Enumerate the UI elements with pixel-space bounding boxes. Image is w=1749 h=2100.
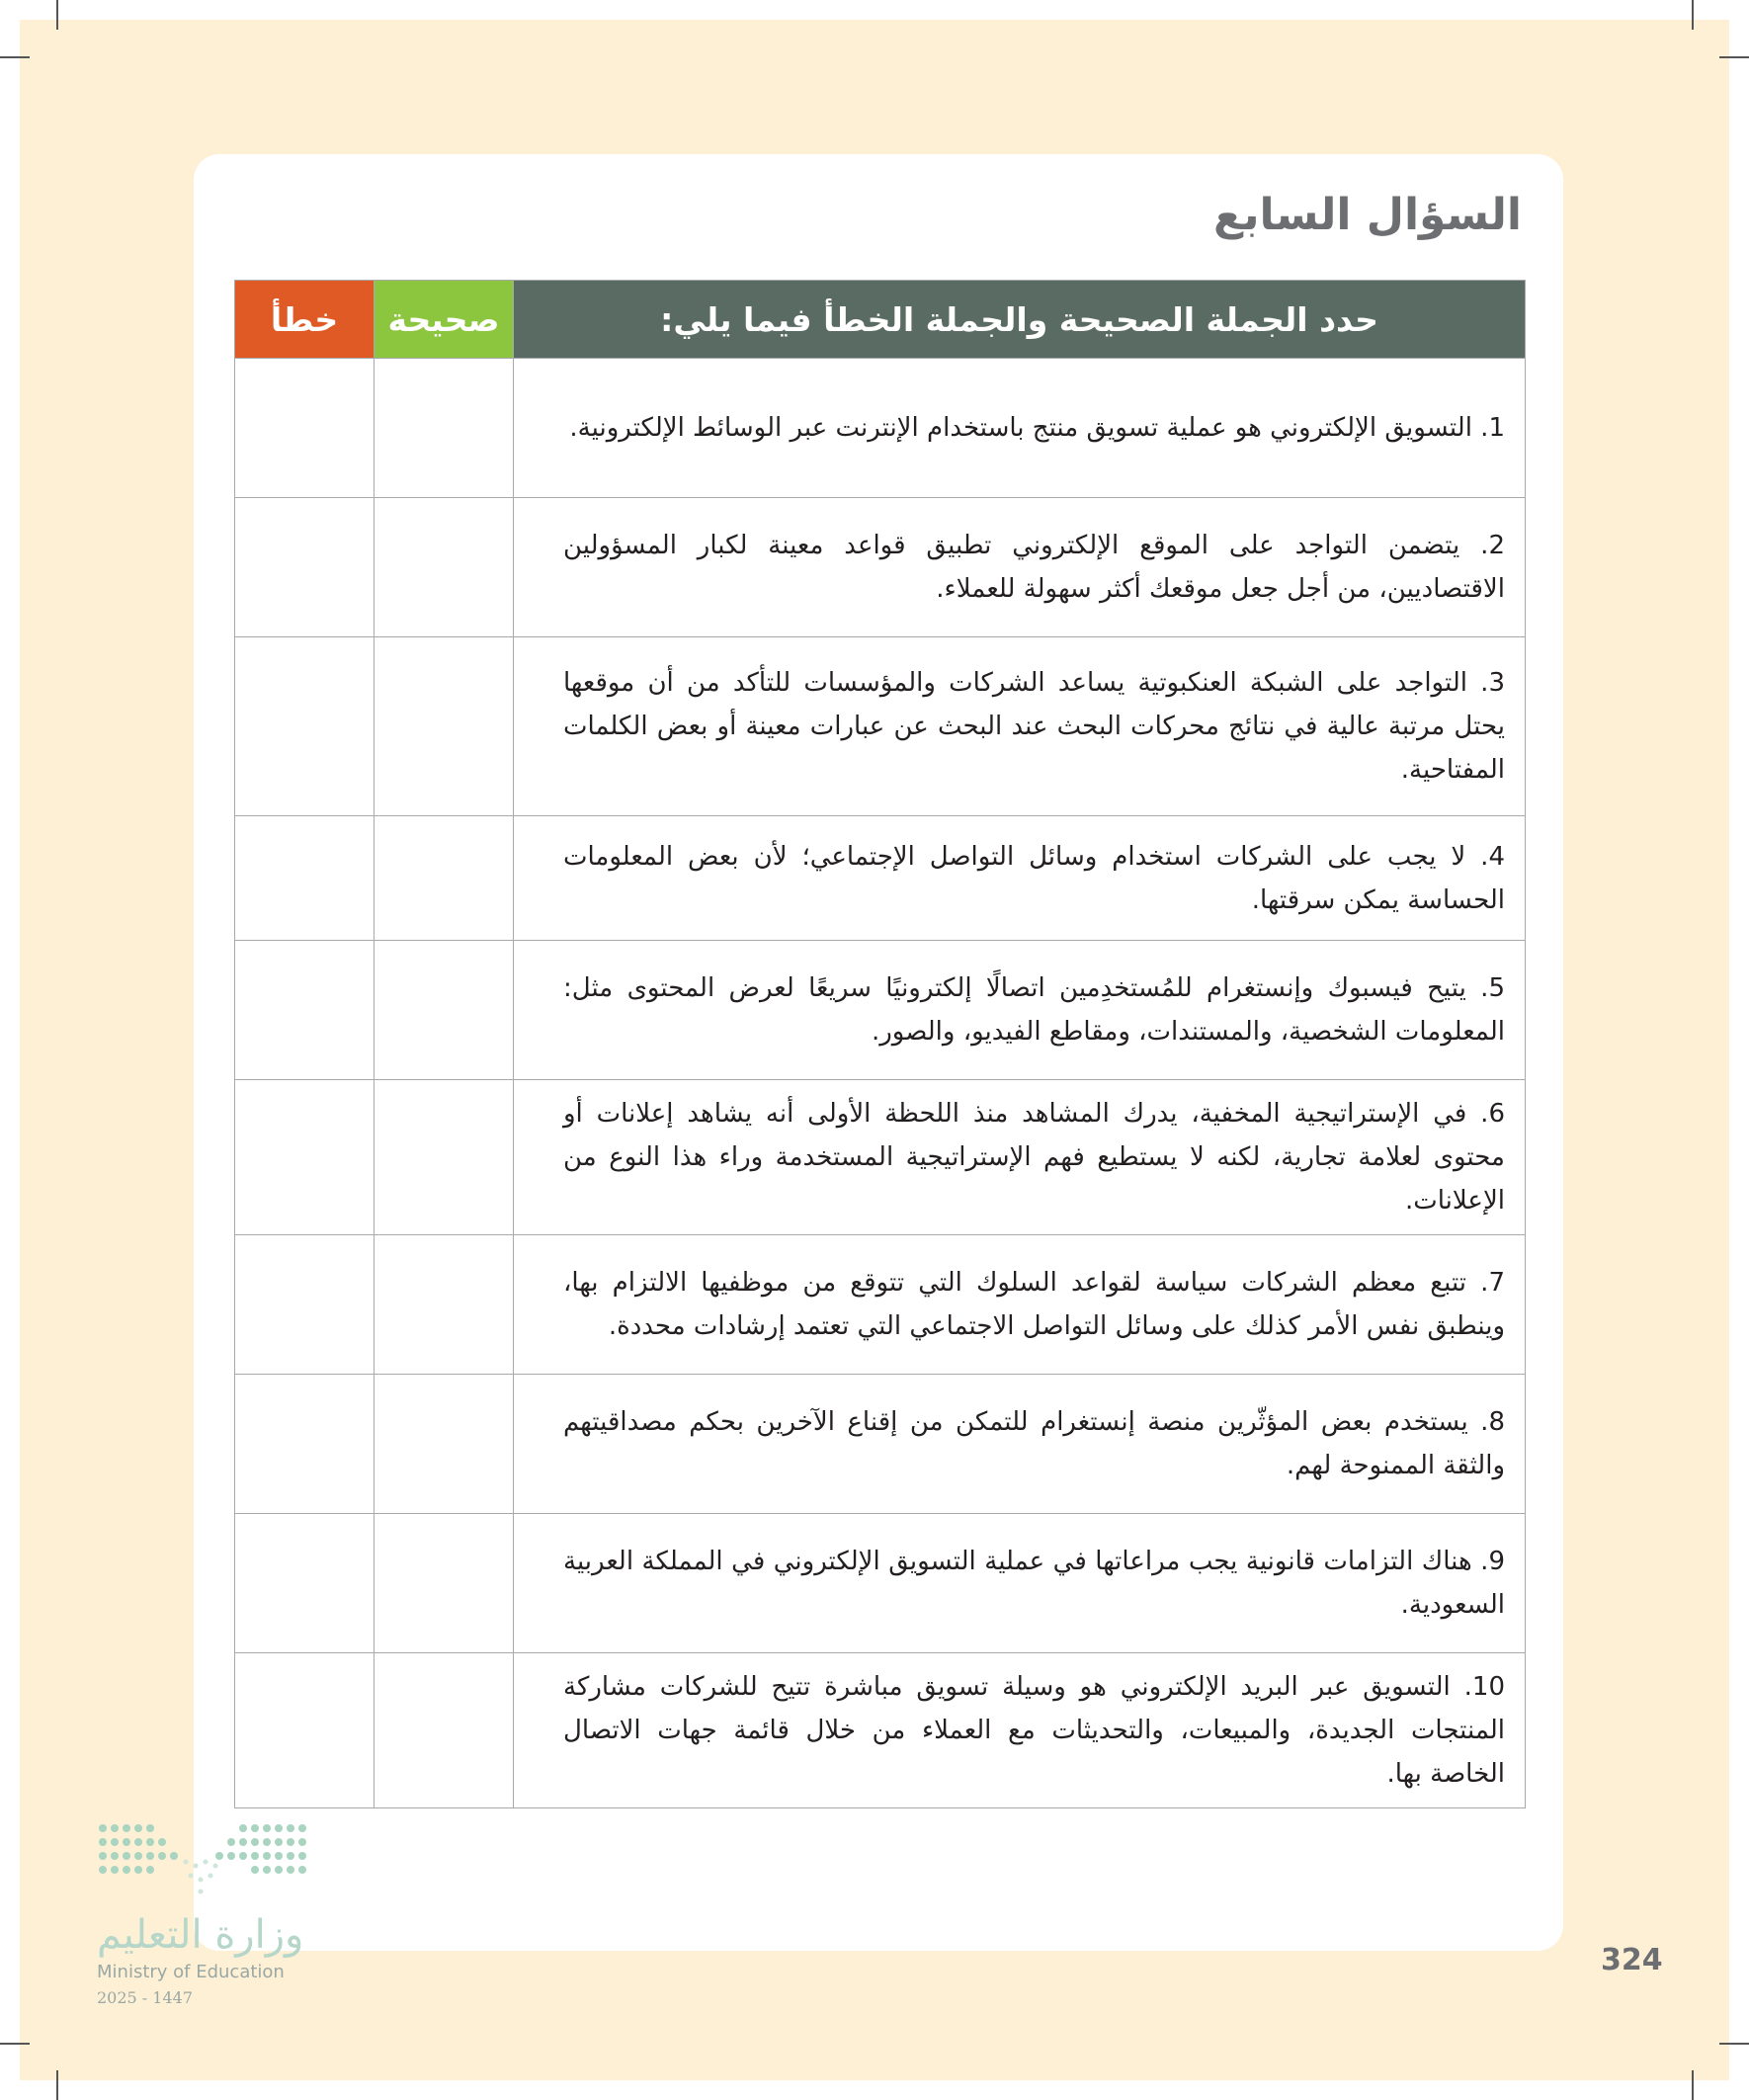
wrong-answer-cell[interactable] [235,1375,375,1514]
wrong-answer-cell[interactable] [235,1514,375,1653]
table-row [235,941,1526,1080]
table-row [235,816,1526,941]
ministry-logo-icon [95,1818,312,1907]
ministry-name-arabic: وزارة التعليم [97,1912,304,1958]
wrong-answer-cell[interactable] [235,1653,375,1808]
table-row [235,498,1526,637]
wrong-answer-cell[interactable] [235,1080,375,1235]
statement-text: 9. هناك التزامات قانونية يجب مراعاتها في عملية التسويق الإلكتروني في المملكة العربية السعودية. [514,1514,1526,1653]
statement-text: 1. التسويق الإلكتروني هو عملية تسويق منتج باستخدام الإنترنت عبر الوسائط الإلكترونية. [514,359,1526,498]
correct-answer-cell[interactable] [375,498,514,637]
section-title: السؤال السابع [1212,190,1522,240]
wrong-answer-cell[interactable] [235,637,375,816]
wrong-answer-cell[interactable] [235,816,375,941]
statement-text: 4. لا يجب على الشركات استخدام وسائل التواصل الإجتماعي؛ لأن بعض المعلومات الحساسة يمكن سرقتها. [514,816,1526,941]
header-wrong: خطأ [235,281,375,359]
statement-text: 3. التواجد على الشبكة العنكبوتية يساعد الشركات والمؤسسات للتأكد من أن موقعها يحتل مرتبة عالية في نتائج محركات البحث عند البحث عن عبارات معينة أو بعض الكلمات المفتاحية. [514,637,1526,816]
header-statement: حدد الجملة الصحيحة والجملة الخطأ فيما يلي: [514,281,1526,359]
wrong-answer-cell[interactable] [235,498,375,637]
crop-mark [56,2070,58,2100]
crop-mark [1719,56,1749,58]
crop-mark [1692,0,1694,30]
table-row [235,1080,1526,1235]
statement-text: 5. يتيح فيسبوك وإنستغرام للمُستخدِمين اتصالًا إلكترونيًا سريعًا لعرض المحتوى مثل: المعلومات الشخصية، والمستندات، ومقاطع الفيديو، والصور. [514,941,1526,1080]
correct-answer-cell[interactable] [375,637,514,816]
crop-mark [1692,2070,1694,2100]
correct-answer-cell[interactable] [375,1514,514,1653]
correct-answer-cell[interactable] [375,941,514,1080]
table-row [235,359,1526,498]
table-header-row [235,281,1526,359]
table-row [235,1235,1526,1375]
wrong-answer-cell[interactable] [235,359,375,498]
correct-answer-cell[interactable] [375,1375,514,1514]
wrong-answer-cell[interactable] [235,1235,375,1375]
statement-text: 2. يتضمن التواجد على الموقع الإلكتروني تطبيق قواعد معينة لكبار المسؤولين الاقتصاديين، من أجل جعل موقعك أكثر سهولة للعملاء. [514,498,1526,637]
correct-answer-cell[interactable] [375,359,514,498]
correct-answer-cell[interactable] [375,1235,514,1375]
crop-mark [0,2043,30,2045]
table-row [235,637,1526,816]
table-row [235,1375,1526,1514]
statement-text: 7. تتبع معظم الشركات سياسة لقواعد السلوك التي تتوقع من موظفيها الالتزام بها، وينطبق نفس الأمر كذلك على وسائل التواصل الاجتماعي التي تعتمد إرشادات محددة. [514,1235,1526,1375]
wrong-answer-cell[interactable] [235,941,375,1080]
table-row [235,1653,1526,1808]
crop-mark [0,56,30,58]
correct-answer-cell[interactable] [375,816,514,941]
ministry-year: 2025 - 1447 [97,1988,194,2007]
header-correct: صحيحة [375,281,514,359]
correct-answer-cell[interactable] [375,1080,514,1235]
page-number: 324 [1601,1943,1663,1977]
correct-answer-cell[interactable] [375,1653,514,1808]
statement-text: 8. يستخدم بعض المؤثّرين منصة إنستغرام للتمكن من إقناع الآخرين بحكم مصداقيتهم والثقة الممنوحة لهم. [514,1375,1526,1514]
statement-text: 10. التسويق عبر البريد الإلكتروني هو وسيلة تسويق مباشرة تتيح للشركات مشاركة المنتجات الجديدة، والمبيعات، والتحديثات مع العملاء من خلال قائمة جهات الاتصال الخاصة بها. [514,1653,1526,1808]
ministry-name-english: Ministry of Education [97,1962,285,1982]
crop-mark [56,0,58,30]
true-false-table [234,280,1526,1808]
table-row [235,1514,1526,1653]
crop-mark [1719,2043,1749,2045]
statement-text: 6. في الإستراتيجية المخفية، يدرك المشاهد منذ اللحظة الأولى أنه يشاهد إعلانات أو محتوى لعلامة تجارية، لكنه لا يستطيع فهم الإستراتيجية المستخدمة وراء هذا النوع من الإعلانات. [514,1080,1526,1235]
